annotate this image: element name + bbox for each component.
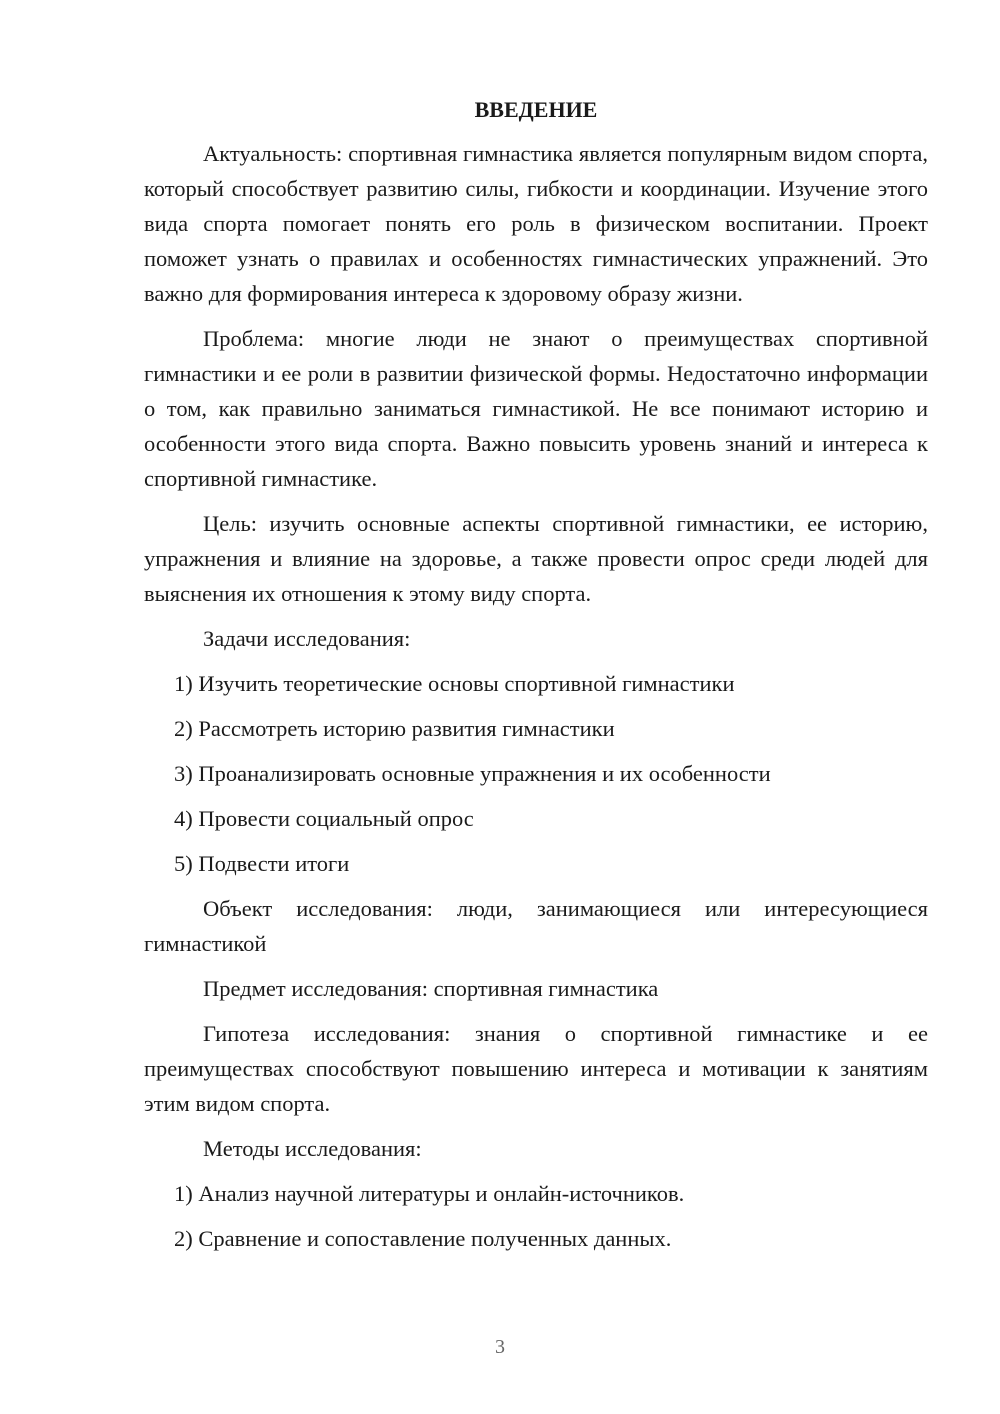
paragraph-object: Объект исследования: люди, занимающиеся или интересующиеся гимнастикой — [144, 896, 928, 956]
task-item-5: 5) Подвести итоги — [174, 851, 350, 876]
paragraph-goal: Цель: изучить основные аспекты спортивной гимнастики, ее историю, упражнения и влияние на здоровье, а также провести опрос среди людей для выяснения их отношения к этому виду спорта. — [144, 511, 928, 606]
paragraph-hypothesis: Гипотеза исследования: знания о спортивной гимнастике и ее преимуществах способствуют повышению интереса и мотивации к занятиям этим видом спорта. — [144, 1021, 928, 1116]
task-item-2: 2) Рассмотреть историю развития гимнастики — [174, 716, 615, 741]
method-item-2: 2) Сравнение и сопоставление полученных данных. — [174, 1226, 672, 1251]
paragraph-subject: Предмет исследования: спортивная гимнастика — [203, 976, 659, 1001]
section-title: ВВЕДЕНИЕ — [474, 97, 598, 122]
task-item-1: 1) Изучить теоретические основы спортивной гимнастики — [174, 671, 735, 696]
method-item-1: 1) Анализ научной литературы и онлайн-источников. — [174, 1181, 685, 1206]
task-item-3: 3) Проанализировать основные упражнения и их особенности — [174, 761, 771, 786]
tasks-heading: Задачи исследования: — [203, 626, 411, 651]
paragraph-problem: Проблема: многие люди не знают о преимуществах спортивной гимнастики и ее роли в развитии физической формы. Недостаточно информации о том, как правильно заниматься гимнастикой. Не все понимают историю и особенности этого вида спорта. Важно повысить уровень знаний и интереса к спортивной гимнастике. — [144, 326, 928, 491]
page-number: 3 — [495, 1336, 505, 1358]
methods-heading: Методы исследования: — [203, 1136, 422, 1161]
task-item-4: 4) Провести социальный опрос — [174, 806, 474, 831]
paragraph-relevance: Актуальность: спортивная гимнастика является популярным видом спорта, который способствует развитию силы, гибкости и координации. Изучение этого вида спорта помогает понять его роль в физическом воспитании. Проект поможет узнать о правилах и особенностях гимнастических упражнений. Это важно для формирования интереса к здоровому образу жизни. — [144, 141, 928, 306]
page-content — [144, 96, 928, 1266]
